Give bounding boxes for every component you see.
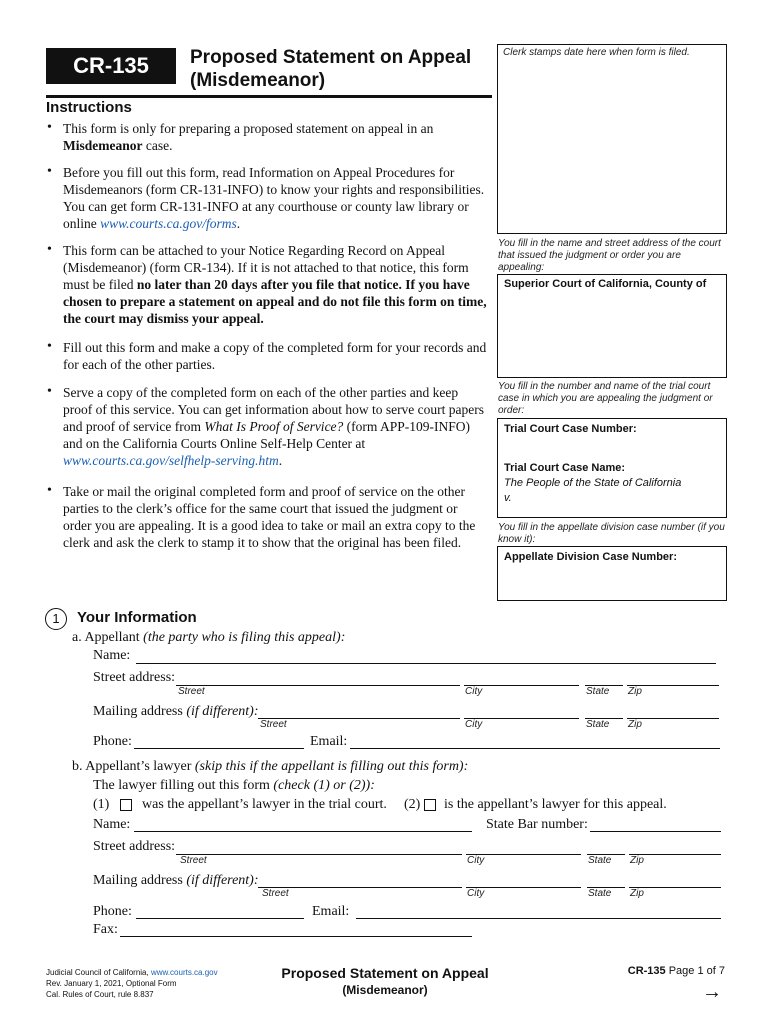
appellate-box-caption: You fill in the appellate division case number (if you know it): [498,522,725,545]
appellant-name-field[interactable] [136,663,716,664]
lawyer-name-field[interactable] [134,831,472,832]
selfhelp-serving-link[interactable]: www.courts.ca.gov/selfhelp-serving.htm [63,453,279,468]
instruction-item-2: Before you fill out this form, read Information on Appeal Procedures for Misdemeanors (form CR-131-INFO) to know your rights and responsibilities. You can get form CR-131-INFO at any courthouse or county law library or online www.courts.ca.gov/forms. [63,165,485,231]
clerk-stamp-caption: Clerk stamps date here when form is filed. [503,47,690,58]
instruction-item-1: This form is only for preparing a proposed statement on appeal in an Misdemeanor case. [63,121,434,153]
city-sublabel: City [467,855,485,866]
footer-page: Page 1 of 7 [668,965,725,977]
lawyer-check-instruction: The lawyer filling out this form (check (1) or (2)): [93,778,375,793]
street-sublabel: Street [260,719,287,730]
court-box-label: Superior Court of California, County of [504,278,707,290]
lawyer-fax-field[interactable] [120,936,472,937]
city-sublabel: City [467,888,485,899]
instruction-item-3: This form can be attached to your Notice Regarding Record on Appeal (Misdemeanor) (form CR-134). If it is not attached to that notice, this form must be filed no later than 20 days after you file that notice. If you have chosen to prepare a statement on appeal and do not file this form on time, the court may dismiss your appeal. [63,243,487,326]
appellant-label: a. Appellant (the party who is filing this appeal): [72,630,346,645]
bullet: • [47,384,52,399]
lawyer-label: b. Appellant’s lawyer (skip this if the appellant is filling out this form): [72,759,469,774]
appellant-name-label: Name: [93,648,131,663]
bullet: • [47,339,52,354]
city-sublabel: City [465,719,483,730]
section-number-badge: 1 [45,608,67,630]
section-heading: Your Information [77,609,197,626]
header-rule [46,95,492,98]
bullet: • [47,120,52,135]
appellant-street-field[interactable] [176,685,460,686]
footer-council: Judicial Council of California, www.courts.ca.gov [46,968,218,977]
bullet: • [47,483,52,498]
option-1-number: (1) [93,797,110,812]
instruction-item-4: Fill out this form and make a copy of the completed form for your records and for each of the other parties. [63,340,487,372]
trial-case-name-value: The People of the State of California [504,477,682,489]
lawyer-phone-label: Phone: [93,904,132,919]
lawyer-email-field[interactable] [356,918,721,919]
option-2-text: is the appellant’s lawyer for this appeal. [444,797,667,812]
instruction-item-5: Serve a copy of the completed form on each of the other parties and keep proof of this service. You can get information about how to serve court papers and proof of service from What Is Proof of Service? (form APP-109-INFO) and on the California Courts Online Self-Help Center at www.courts.ca.gov/selfhelp-serving.htm. [63,385,485,468]
instructions-heading: Instructions [46,99,132,116]
lawyer-phone-field[interactable] [136,918,304,919]
bullet: • [47,242,52,257]
state-sublabel: State [586,686,610,697]
footer-rule: Cal. Rules of Court, rule 8.837 [46,990,154,999]
footer-center [240,965,530,997]
footer-left [46,967,218,1000]
appellant-email-field[interactable] [350,748,720,749]
state-sublabel: State [586,719,610,730]
lawyer-street-field[interactable] [176,854,462,855]
option-2-number: (2) [404,797,421,812]
zip-sublabel: Zip [630,888,644,899]
appellant-street-label: Street address: [93,670,176,685]
appellate-case-number-label: Appellate Division Case Number: [504,551,677,563]
footer-courts-link[interactable]: www.courts.ca.gov [150,968,218,977]
street-sublabel: Street [180,855,207,866]
court-box-caption: You fill in the name and street address of the court that issued the judgment or order you are appealing: [498,238,721,273]
instruction-item-6: Take or mail the original completed form and proof of service on the other parties to the clerk’s office for the same court that issued the judgment or order you are appealing. It is a good idea to take or mail an extra copy to the clerk and ask the clerk to stamp it to show that the original has been filed. [63,484,476,550]
trial-case-versus: v. [504,492,512,504]
lawyer-name-label: Name: [93,817,131,832]
lawyer-mailing-label: Mailing address (if different): [93,873,259,888]
clerk-stamp-box [497,44,727,234]
state-sublabel: State [588,855,612,866]
appellant-phone-field[interactable] [134,748,304,749]
appellant-mailing-label: Mailing address (if different): [93,704,259,719]
zip-sublabel: Zip [630,855,644,866]
state-bar-field[interactable] [590,831,721,832]
footer-subtitle: (Misdemeanor) [342,983,428,997]
zip-sublabel: Zip [628,719,642,730]
state-bar-label: State Bar number: [486,817,588,832]
trial-case-number-label: Trial Court Case Number: [504,423,637,435]
option-1-checkbox[interactable] [120,799,132,811]
trial-case-name-label: Trial Court Case Name: [504,462,626,474]
lawyer-street-label: Street address: [93,839,176,854]
appellant-email-label: Email: [310,734,348,749]
footer-right [600,965,725,977]
street-sublabel: Street [262,888,289,899]
form-code-badge: CR-135 [46,48,176,84]
appellant-mailing-street-field[interactable] [258,718,460,719]
form-title-line2: (Misdemeanor) [190,70,326,91]
city-sublabel: City [465,686,483,697]
footer-form-code: CR-135 [627,965,666,977]
form-title-line1: Proposed Statement on Appeal [190,47,472,68]
lawyer-fax-label: Fax: [93,922,118,937]
footer-title: Proposed Statement on Appeal [281,965,489,981]
street-sublabel: Street [178,686,205,697]
trial-box-caption: You fill in the number and name of the trial court case in which you are appealing the judgment or order: [498,381,713,416]
option-1-text: was the appellant’s lawyer in the trial court. [142,797,387,812]
appellant-phone-label: Phone: [93,734,132,749]
zip-sublabel: Zip [628,686,642,697]
next-page-arrow-icon[interactable]: → [702,981,722,1003]
state-sublabel: State [588,888,612,899]
option-2-checkbox[interactable] [424,799,436,811]
form-title [190,46,471,92]
footer-revision: Rev. January 1, 2021, Optional Form [46,979,177,988]
courts-forms-link[interactable]: www.courts.ca.gov/forms [100,216,237,231]
bullet: • [47,164,52,179]
lawyer-email-label: Email: [312,904,350,919]
